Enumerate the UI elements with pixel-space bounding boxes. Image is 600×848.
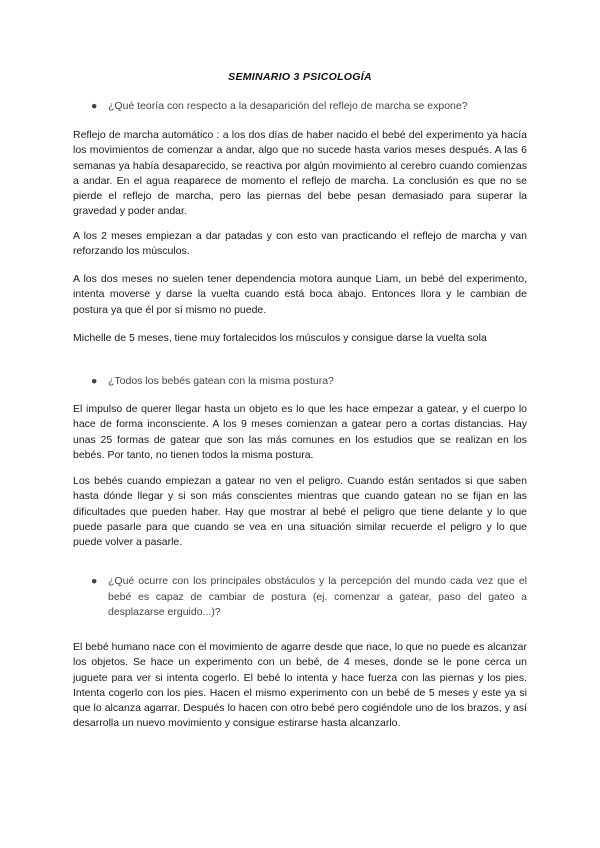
paragraph-2: A los 2 meses empiezan a dar patadas y con esto van practicando el reflejo de marcha y van reforzando los músculos. (73, 230, 527, 258)
question-3-text: ¿Qué ocurre con los principales obstáculos y la percepción del mundo cada vez que el bebé es capaz de cambiar de postura (ej. comenzar a gatear, paso del gateo a desplazarse erguido...)? (108, 575, 527, 618)
paragraph-1: Reflejo de marcha automático : a los dos días de haber nacido el bebé del experimento ya hacía los movimientos de comenzar a andar, algo que no sucede hasta varios meses después. A las 6 semanas ya había desaparecido, se reactiva por algún movimiento al cerebro cuando comienzas a andar. En el agua reaparece de momento el reflejo de marcha. La conclusión es que no se pierde el reflejo de marcha, pero las piernas del bebe pesan demasiado para superar la gravedad y poder andar. (73, 129, 527, 218)
bullet-icon: ● (91, 575, 98, 587)
question-3 (91, 574, 527, 621)
question-2-text: ¿Todos los bebés gatean con la misma postura? (108, 375, 334, 387)
paragraph-4: Michelle de 5 meses, tiene muy fortalecidos los músculos y consigue darse la vuelta sola (73, 332, 487, 344)
bullet-icon: ● (91, 375, 98, 387)
bullet-icon: ● (91, 100, 98, 112)
question-1 (91, 99, 511, 115)
paragraph-7: El bebé humano nace con el movimiento de agarre desde que nace, lo que no puede es alcanzar los objetos. Se hace un experimento con un bebé, de 4 meses, donde se le pone cerca un juguete para ver si intenta cogerlo. El bebé lo intenta y hace fuerza con las piernas y los pies. Intenta cogerlo con los pies. Hacen el mismo experimento con un bebé de 5 meses y este ya si que lo alcanza agarrar. Después lo hacen con otro bebé pero cogiéndole uno de los brazos, y así desarrolla un nuevo movimiento y consigue estirarse hasta alcanzarlo. (73, 641, 527, 730)
question-1-text: ¿Qué teoría con respecto a la desaparición del reflejo de marcha se expone? (108, 100, 468, 112)
paragraph-5: El impulso de querer llegar hasta un objeto es lo que les hace empezar a gatear, y el cuerpo lo hace de forma inconsciente. A los 9 meses comienzan a gatear pero a cortas distancias. Hay unas 25 formas de gatear que son las más comunes en los estudios que se realizan en los bebés. Por tanto, no tienen todos la misma postura. (73, 403, 527, 461)
paragraph-6: Los bebés cuando empiezan a gatear no ven el peligro. Cuando están sentados si que saben hasta dónde llegar y si son más conscientes mientras que cuando gatean no se fijan en las dificultades que pueden haber. Hay que mostrar al bebé el peligro que tiene delante y lo que puede pasarle para que cuando se vea en una situación similar recuerde el peligro y lo que puede volver a pasarle. (73, 475, 527, 549)
document-title: SEMINARIO 3 PSICOLOGÍA (228, 71, 372, 83)
paragraph-3: A los dos meses no suelen tener dependencia motora aunque Liam, un bebé del experimento, intenta moverse y darse la vuelta cuando está boca abajo. Entonces llora y le cambian de postura ya que él por sí mismo no puede. (73, 273, 527, 316)
question-2 (91, 374, 511, 390)
